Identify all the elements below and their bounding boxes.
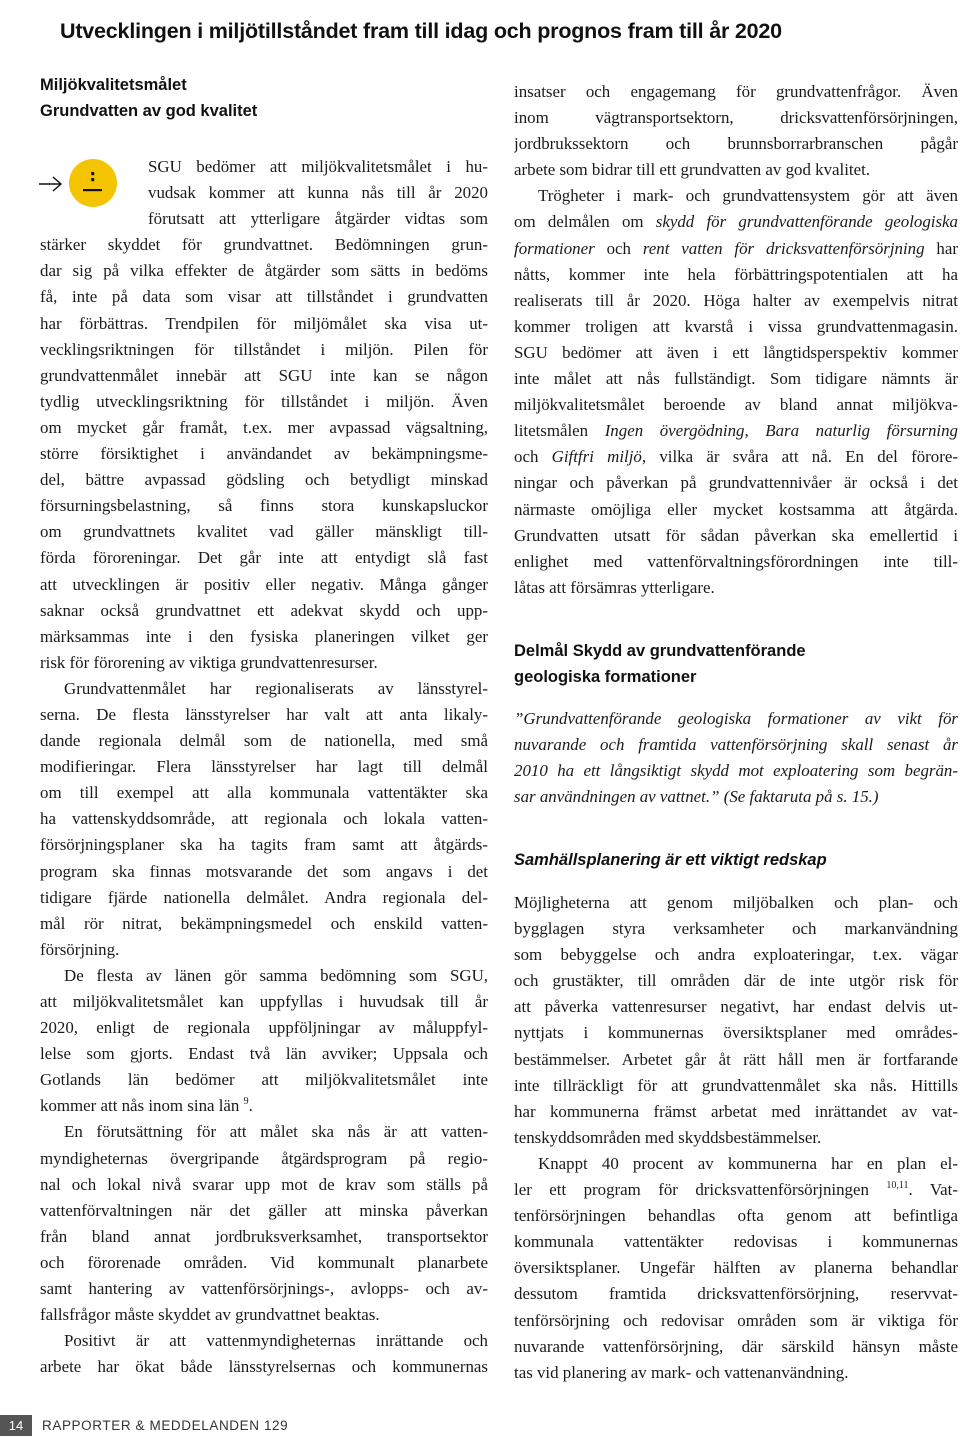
text-line: tydlig utvecklingsriktning för tillståndet i miljön. Även [40,391,488,411]
text-line: kommunala vattentäkter redovisas i kommunernas [514,1232,958,1252]
text-line: De flesta av länen gör samma bedömning som SGU, [64,965,488,985]
paragraph [40,676,488,963]
text-line: märksammas inte i den fysiska planeringen vilket ger [40,626,488,646]
text-line: vecklingsriktningen för tillståndet i miljön. Pilen för [40,339,488,359]
text-line: och grustäkter, till områden där de inte utgör risk för [514,971,958,991]
text-line: samt hantering av vattenförsörjnings-, avlopps- och av- [40,1279,488,1299]
footnote-reference: 9 [243,1096,249,1108]
text-line: nuvarande vattenförsörjning, där särskild hänsyn måste [514,1336,958,1356]
text-line: Möjligheterna att genom miljöbalken och plan- och [514,893,958,912]
text-line: enlighet med vattenförvaltningsförordningen inte till- [514,551,958,571]
goal-heading-line2: Grundvatten av god kvalitet [40,102,258,120]
paragraph [40,154,488,676]
text-segment: , vilka är svåra att nå. En del förore- [641,447,958,467]
text-line: SGU bedömer att även i ett långtidsperspektiv kommer [514,342,958,362]
text-segment: ler ett program för dricksvattenförsörjningen [514,1180,887,1200]
text-line: modifieringar. Flera länsstyrelser har lagt till delmål [40,757,488,777]
text-line: få, inte på data som visar att tillståndet i grundvatten [40,287,488,307]
text-line: från bland annat jordbruksverksamhet, transportsektor [40,1226,488,1246]
text-line: arbete har ökat både länsstyrelsernas och kommunernas [40,1357,488,1377]
text-line: Positivt är att vattenmyndigheternas inrättande och [64,1331,488,1351]
text-line: tenskyddsområden med skyddsbestämmelser. [514,1127,822,1147]
quote-paragraph [514,706,958,810]
text-line: del, bättre avpassad gödsling och betydligt minskad [40,470,488,490]
text-line: Gotlands län bedömer att miljökvalitetsmålet inte [40,1070,488,1090]
text-line: inte tillräckligt för att grundvattenmålet ska nås. Hittills [514,1075,958,1095]
text-line: större försiktighet i användandet av bekämpningsme- [40,444,488,464]
text-line: 2020, enligt de regionala uppföljningar av måluppfyl- [40,1018,488,1038]
planning-subheading-block [514,847,958,873]
text-line: vattenförvaltningen när det gäller att minska påverkan [40,1200,488,1220]
text-line: saknar också grundvattnet ett adekvat skydd och upp- [40,600,488,620]
text-line [514,1177,958,1203]
text-line: program ska finnas motsvarande det som angavs i det [40,861,488,881]
text-line: risk för förorening av viktiga grundvattenresurser. [40,652,378,672]
text-line [514,209,958,235]
text-line: kommer troligen att kvarstå i vissa grundvattenmagasin. [514,316,958,336]
text-line: tenförsörjning och redovisar områden som är viktiga för [514,1310,958,1330]
text-line: tenförsörjningen behandlas ofta genom att befintliga [514,1206,958,1226]
text-line: serna. De flesta länsstyrelser har valt att anta likaly- [40,704,488,724]
text-line: fallsfrågor måste skyddet av grundvattnet beaktas. [40,1305,380,1325]
text-line: bestämmelser. Arbetet går åt rätt håll men är fortfarande [514,1049,958,1069]
text-line: försörjningsplaner ska ha tagits fram samt att åtgärds- [40,835,488,855]
text-line: stärker skyddet för grundvattnet. Bedömningen grun- [40,235,488,255]
text-line: Grundvatten utsatt för sådan påverkan ska emellertid i [514,525,958,545]
left-heading [40,72,488,124]
text-line [40,1093,488,1119]
text-line: grundvattenmålet innebär att SGU inte kan se någon [40,365,488,385]
text-segment: kommer att nås inom sina län [40,1096,244,1116]
text-line: tidigare fjärde nationella delmålet. Andra regionala del- [40,887,488,907]
text-line: inom vägtransportsektorn, dricksvattenförsörjningen, [514,108,958,128]
page-number: 14 [0,1415,32,1436]
paragraph [514,79,958,183]
subgoal-heading-line1: Delmål Skydd av grundvattenförande [514,642,806,660]
subgoal-heading [514,638,958,690]
text-line: mål rör nitrat, bekämpningsmedel och enskild vatten- [40,913,488,933]
text-line: inte målet att nås fullständigt. Som tidigare nämnts är [514,369,958,389]
text-line [514,418,958,444]
text-segment: formationer [514,238,595,258]
text-line [514,444,958,470]
text-line: insatser och engagemang för grundvattenfrågor. Även [514,82,958,101]
right-column-top [514,79,958,601]
text-segment: om delmålen om [514,212,656,232]
text-line: vudsak kommer att kunna nås till år 2020 [148,183,488,203]
text-line: miljökvalitetsmålet beroende av bland annat miljökva- [514,395,958,415]
text-line: förutsatt att ytterligare åtgärder vidtas som [148,209,488,229]
text-segment: och [514,447,552,467]
text-line: nåtts, kommer inte hela förbättringspotentialen att ha [514,264,958,284]
text-segment: rent vatten för dricksvattenförsörjning [642,238,925,258]
text-segment: litetsmålen [514,421,605,441]
right-column-bottom [514,890,958,1386]
text-line: En förutsättning för att målet ska nås är att vatten- [64,1122,488,1142]
text-line: SGU bedömer att miljökvalitetsmålet i hu- [148,157,488,176]
text-segment: Ingen övergödning [604,421,745,441]
text-line: tas vid planering av mark- och vattenanvändning. [514,1362,849,1382]
paragraph [40,963,488,1120]
text-line: att utvecklingen är positiv eller negativ. Många gånger [40,574,488,594]
text-line: ha vattenskyddsområde, att regionala och lokala vatten- [40,809,488,829]
paragraph [514,183,958,601]
text-line: förda föroreningar. Det går inte att entydigt slå fast [40,548,488,568]
text-line: dessutom framtida dricksvattenförsörjning, reservvat- [514,1284,958,1304]
text-segment: , [744,421,766,441]
text-line: nyttjats i kommunernas översiktsplaner med områdes- [514,1023,958,1043]
text-segment: har [924,238,958,258]
text-line: att påverka vattenresurser negativt, har endast delvis ut- [514,997,958,1017]
text-segment: Giftfri miljö [551,447,642,467]
text-line: har förbättras. Trendpilen för miljömålet ska visa ut- [40,313,488,333]
text-line: 2010 ha ett långsiktigt skydd mot exploatering som begrän- [514,761,958,781]
text-line: dar sig på vilka effekter de åtgärder som sätts in bedöms [40,261,488,281]
text-line: översiktsplaner. Ungefär hälften av planerna behandlar [514,1258,958,1278]
text-line: om grundvattnets kvalitet vad gäller mänskligt till- [40,522,488,542]
subgoal-heading-line2: geologiska formationer [514,668,697,686]
subgoal-quote [514,706,958,810]
text-line: Trögheter i mark- och grundvattensystem gör att även [538,186,958,206]
text-line: realiserats till år 2020. Höga halter av exempelvis nitrat [514,290,958,310]
text-line: arbete som bidrar till ett grundvatten av god kvalitet. [514,160,871,180]
text-line: Grundvattenmålet har regionaliserats av länsstyrel- [64,678,488,698]
text-segment: . [248,1096,253,1116]
text-line: att miljökvalitetsmålet kan uppfyllas i huvudsak till år [40,992,488,1011]
left-column-body [40,154,488,1380]
text-line: har kommunerna främst arbetat med inrättandet av vat- [514,1101,958,1121]
text-line: närmaste omöjliga eller mycket kostsamma att åtgärda. [514,499,958,519]
goal-heading-line1: Miljökvalitetsmålet [40,76,187,94]
text-line: jordbrukssektorn och brunnsborrarbranschen pågår [514,134,958,154]
text-line: bygglagen styra verksamheter och markanvändning [514,919,958,939]
paragraph [40,1119,488,1328]
text-line: försurningsbelastning, så finns stora kunskapsluckor [40,496,488,516]
paragraph [514,890,958,1151]
text-segment: skydd för grundvattenförande geologiska [655,212,958,232]
text-line: lelse som gjorts. Endast två län avviker; Uppsala och [40,1044,488,1064]
text-line: sar användningen av vattnet.” (Se faktaruta på s. 15.) [514,787,879,807]
planning-subheading: Samhällsplanering är ett viktigt redskap [514,851,827,869]
paragraph [514,1151,958,1386]
text-line: om till exempel att alla kommunala vattentäkter ska [40,783,488,803]
text-line: ”Grundvattenförande geologiska formationer av vikt för [514,709,958,728]
text-line: nal och lokal nivå svarar upp mot de krav som ställs på [40,1174,488,1194]
text-segment: och [594,238,643,258]
footnote-reference: 10,11 [886,1180,909,1192]
report-series: RAPPORTER & MEDDELANDEN 129 [42,1418,289,1433]
paragraph [40,1328,488,1380]
text-line: som bebyggelse och andra exploateringar, t.ex. vägar [514,945,958,965]
text-line: nuvarande och framtida vattenförsörjning skall senast år [514,735,958,755]
page-title: Utvecklingen i miljötillståndet fram till idag och prognos fram till år 2020 [60,19,782,44]
text-segment: . Vat- [908,1180,958,1200]
text-line [514,236,958,262]
text-line: myndigheternas övergripande åtgärdsprogram på regio- [40,1148,488,1168]
text-line: ningar och påverkan på grundvattennivåer är också i det [514,473,958,493]
text-line: låtas att försämras ytterligare. [514,577,715,597]
text-line: försörjning. [40,939,120,959]
text-line: dande regionala delmål som de nationella, med små [40,731,488,751]
text-line: och förorenade områden. Vid kommunalt planarbete [40,1252,488,1272]
text-line: om mycket går framåt, t.ex. mer avpassad vägsaltning, [40,417,488,437]
text-segment: Bara naturlig försurning [765,421,958,441]
text-line: Knappt 40 procent av kommunerna har en plan el- [538,1153,958,1173]
